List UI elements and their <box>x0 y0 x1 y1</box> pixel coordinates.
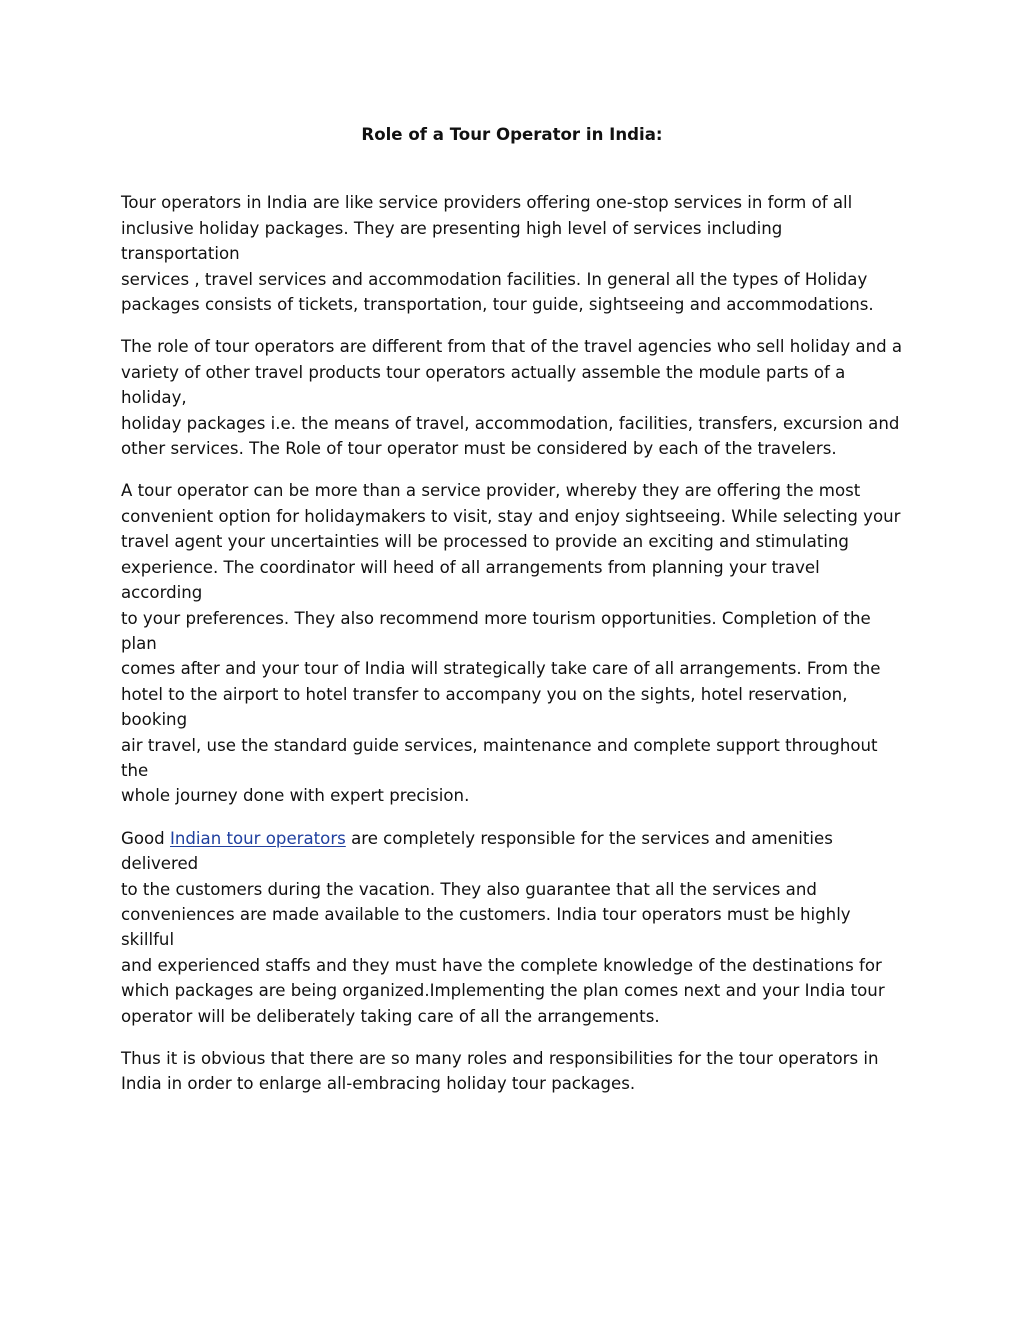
paragraph-1-line-3: services , travel services and accommodation facilities. In general all the types of Holiday <box>121 269 868 289</box>
document-body <box>121 122 903 1097</box>
paragraph-3-line-5: to your preferences. They also recommend more tourism opportunities. Completion of the plan <box>121 608 871 653</box>
paragraph-4-line-5: which packages are being organized.Implementing the plan comes next and your India tour <box>121 981 885 1001</box>
paragraph-3-line-1: A tour operator can be more than a service provider, whereby they are offering the most <box>121 481 861 501</box>
paragraph-2 <box>121 334 903 461</box>
paragraph-4-line-6: operator will be deliberately taking care of all the arrangements. <box>121 1006 660 1026</box>
paragraph-1-line-4: packages consists of tickets, transportation, tour guide, sightseeing and accommodations. <box>121 295 874 315</box>
paragraph-4-line-3: conveniences are made available to the customers. India tour operators must be highly skillful <box>121 904 851 950</box>
paragraph-1-line-1: Tour operators in India are like service providers offering one-stop services in form of all <box>121 193 853 213</box>
paragraph-4-line-2: to the customers during the vacation. They also guarantee that all the services and <box>121 879 817 899</box>
paragraph-3-line-7: hotel to the airport to hotel transfer to accompany you on the sights, hotel reservation, booking <box>121 684 848 730</box>
paragraph-4-line-4: and experienced staffs and they must have the complete knowledge of the destinations for <box>121 955 882 975</box>
paragraph-5-line-2: India in order to enlarge all-embracing holiday tour packages. <box>121 1074 636 1094</box>
paragraph-2-line-2: variety of other travel products tour operators actually assemble the module parts of a holiday, <box>121 362 846 408</box>
paragraph-5-line-1: Thus it is obvious that there are so many roles and responsibilities for the tour operators in <box>121 1049 879 1068</box>
paragraph-4 <box>121 826 903 1029</box>
paragraph-3-line-9: whole journey done with expert precision. <box>121 786 470 806</box>
paragraph-1-line-2: inclusive holiday packages. They are presenting high level of services including transportation <box>121 218 783 264</box>
paragraph-4-prefix: Good <box>121 828 170 848</box>
paragraph-2-line-3: holiday packages i.e. the means of travel, accommodation, facilities, transfers, excursion and <box>121 413 900 433</box>
paragraph-3-line-6: comes after and your tour of India will strategically take care of all arrangements. From the <box>121 659 881 679</box>
paragraph-3 <box>121 478 903 808</box>
paragraph-3-line-4: experience. The coordinator will heed of all arrangements from planning your travel according <box>121 557 820 603</box>
paragraph-5 <box>121 1046 903 1097</box>
indian-tour-operators-link[interactable]: Indian tour operators <box>169 828 346 848</box>
paragraph-3-line-3: travel agent your uncertainties will be processed to provide an exciting and stimulating <box>121 532 849 552</box>
document-title: Role of a Tour Operator in India: <box>361 125 663 144</box>
paragraph-2-line-1: The role of tour operators are different from that of the travel agencies who sell holiday and a <box>121 337 903 357</box>
paragraph-1 <box>121 190 903 317</box>
paragraph-3-line-2: convenient option for holidaymakers to visit, stay and enjoy sightseeing. While selecting your <box>121 506 901 526</box>
paragraph-4-line-1-rest: are completely responsible for the services and amenities delivered <box>121 828 833 874</box>
paragraph-3-line-8: air travel, use the standard guide services, maintenance and complete support throughout the <box>121 735 878 780</box>
paragraph-2-line-4: other services. The Role of tour operator must be considered by each of the travelers. <box>121 439 837 459</box>
